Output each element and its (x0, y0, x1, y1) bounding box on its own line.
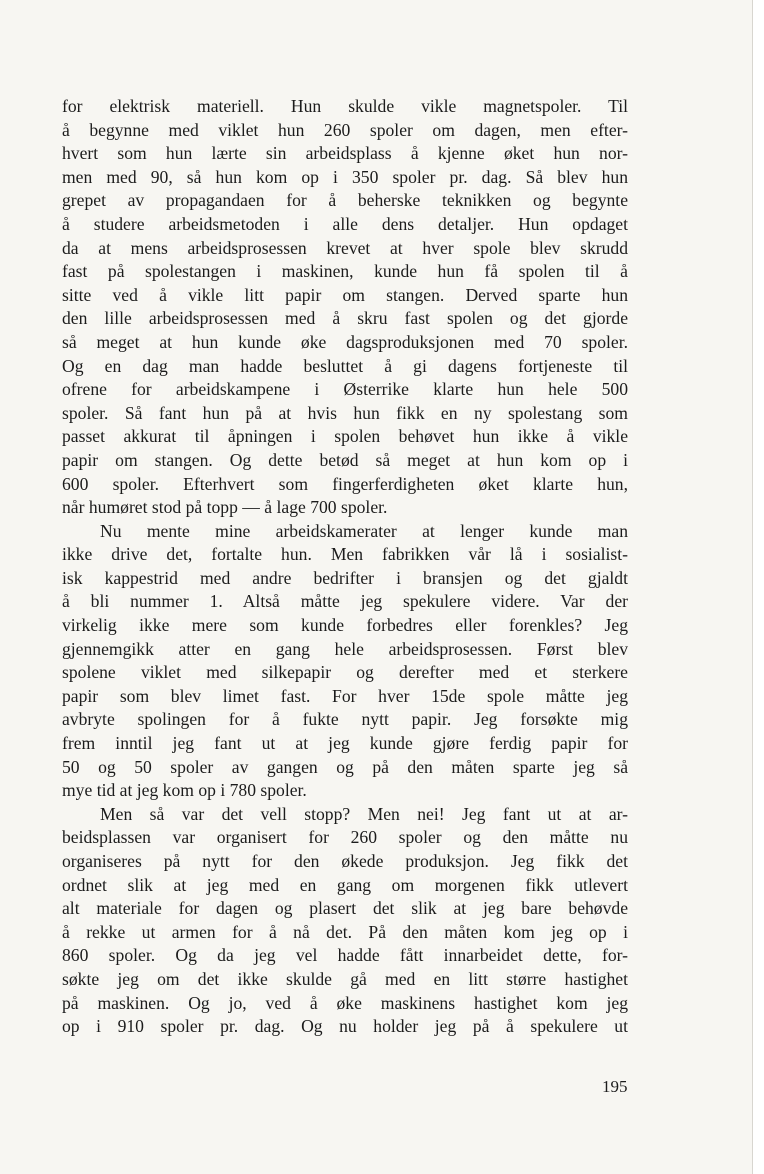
text-line: 50 og 50 spoler av gangen og på den måten sparte jeg så (62, 756, 628, 777)
text-line: når humøret stod på topp — å lage 700 spoler. (62, 497, 388, 518)
text-line: papir som blev limet fast. For hver 15de spole måtte jeg (62, 685, 628, 706)
paragraph-2 (62, 520, 628, 803)
text-line: ikke drive det, fortalte hun. Men fabrikken vår lå i sosialist- (62, 544, 628, 565)
text-line: men med 90, så hun kom op i 350 spoler pr. dag. Så blev hun (62, 166, 628, 187)
text-line: Men så var det vell stopp? Men nei! Jeg fant ut at ar- (100, 803, 628, 824)
page-number: 195 (602, 1077, 628, 1096)
text-line: mye tid at jeg kom op i 780 spoler. (62, 780, 307, 801)
text-line: organiseres på nytt for den økede produksjon. Jeg fikk det (62, 851, 628, 871)
text-line: fast på spolestangen i maskinen, kunde hun få spolen til å (62, 261, 628, 282)
text-line: den lille arbeidsprosessen med å skru fast spolen og det gjorde (62, 308, 628, 329)
text-line: Og en dag man hadde besluttet å gi dagens fortjeneste til (62, 355, 628, 376)
paragraph-3 (62, 803, 628, 1039)
text-line: å bli nummer 1. Altså måtte jeg spekulere videre. Var der (62, 591, 628, 612)
text-line: spolene viklet med silkepapir og derefter med et sterkere (62, 662, 628, 683)
text-line: virkelig ikke mere som kunde forbedres eller forenkles? Jeg (62, 615, 628, 636)
text-line: søkte jeg om det ikke skulde gå med en litt større hastighet (62, 968, 628, 989)
text-line: papir om stangen. Og dette betød så meget at hun kom op i (62, 449, 628, 470)
text-line: beidsplassen var organisert for 260 spoler og den måtte nu (62, 827, 628, 848)
text-line: 600 spoler. Efterhvert som fingerferdigheten øket klarte hun, (62, 473, 628, 494)
text-line: å studere arbeidsmetoden i alle dens detaljer. Hun opdaget (62, 213, 628, 234)
text-line: ordnet slik at jeg med en gang om morgenen fikk utlevert (62, 874, 628, 895)
text-line: 860 spoler. Og da jeg vel hadde fått innarbeidet dette, for- (62, 945, 628, 966)
text-line: isk kappestrid med andre bedrifter i bransjen og det gjaldt (62, 567, 628, 588)
paragraph-1 (62, 95, 628, 520)
text-line: alt materiale for dagen og plasert det slik at jeg bare behøvde (62, 898, 628, 919)
text-line: passet akkurat til åpningen i spolen behøvet hun ikke å vikle (62, 426, 628, 447)
text-line: Nu mente mine arbeidskamerater at lenger kunde man (100, 520, 628, 541)
text-line: ofrene for arbeidskampene i Østerrike klarte hun hele 500 (62, 379, 628, 400)
page-text (62, 95, 628, 1039)
text-line: spoler. Så fant hun på at hvis hun fikk en ny spolestang som (62, 402, 628, 423)
text-line: på maskinen. Og jo, ved å øke maskinens hastighet kom jeg (62, 992, 628, 1013)
text-line: da at mens arbeidsprosessen krevet at hver spole blev skrudd (62, 237, 628, 258)
text-line: op i 910 spoler pr. dag. Og nu holder jeg på å spekulere ut (62, 1016, 628, 1037)
text-line: frem inntil jeg fant ut at jeg kunde gjøre ferdig papir for (62, 733, 628, 754)
text-line: å rekke ut armen for å nå det. På den måten kom jeg op i (62, 921, 628, 942)
page-edge (752, 0, 764, 1174)
text-line: for elektrisk materiell. Hun skulde vikle magnetspoler. Til (62, 96, 628, 116)
text-line: hvert som hun lærte sin arbeidsplass å kjenne øket hun nor- (62, 143, 628, 164)
text-line: så meget at hun kunde øke dagsproduksjonen med 70 spoler. (62, 331, 628, 352)
text-line: avbryte spolingen for å fukte nytt papir. Jeg forsøkte mig (62, 709, 628, 730)
text-line: å begynne med viklet hun 260 spoler om dagen, men efter- (62, 119, 628, 140)
text-line: grepet av propagandaen for å beherske teknikken og begynte (62, 190, 628, 211)
text-line: gjennemgikk atter en gang hele arbeidsprosessen. Først blev (62, 638, 628, 659)
text-line: sitte ved å vikle litt papir om stangen. Derved sparte hun (62, 284, 628, 305)
